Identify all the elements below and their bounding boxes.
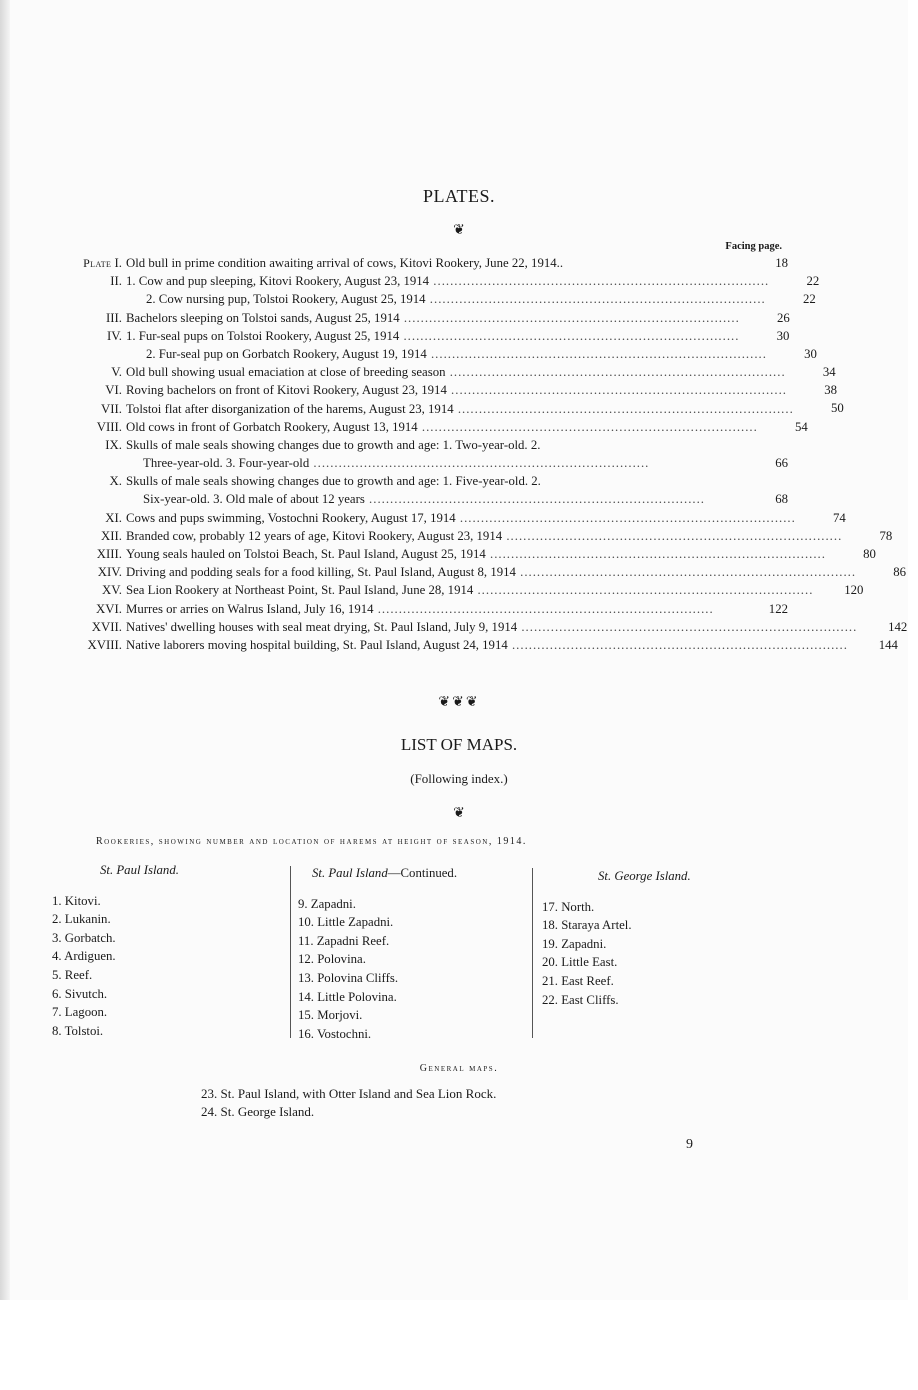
plate-caption-text: Young seals hauled on Tolstoi Beach, St. Paul Island, August 25, 1914	[126, 547, 486, 562]
plate-caption	[126, 400, 794, 418]
rookery-item: 4. Ardiguen.	[52, 949, 116, 964]
plate-row	[58, 272, 820, 290]
column-heading-text: St. Paul Island	[312, 866, 388, 880]
facing-page-label: Facing page.	[725, 241, 782, 252]
column-items	[542, 898, 691, 1010]
plate-row	[58, 290, 816, 308]
plate-number	[58, 545, 126, 563]
column-divider	[532, 868, 533, 1038]
general-maps-heading: General maps.	[419, 1063, 499, 1074]
general-map-23: 23. St. Paul Island, with Otter Island and Sea Lion Rock.	[201, 1086, 497, 1101]
dot-leader: ................................................................................	[517, 619, 858, 634]
column-heading-suffix: —Continued.	[387, 866, 458, 880]
plate-number	[58, 309, 126, 327]
plate-page: 144	[878, 637, 898, 652]
rookery-item: 7. Lagoon.	[52, 1005, 108, 1020]
plate-page: 26	[776, 310, 790, 325]
rookery-item: 10. Little Zapadni.	[298, 915, 394, 930]
dot-leader: ................................................................................	[455, 510, 796, 525]
dot-leader: ................................................................................	[425, 292, 766, 307]
plate-number	[58, 418, 126, 436]
plate-page: 74	[833, 510, 846, 525]
plate-row	[58, 363, 836, 381]
plate-caption-text: Roving bachelors on front of Kitovi Rookery, August 23, 1914	[126, 383, 447, 398]
plate-numeral: I.	[114, 256, 122, 270]
plate-caption	[126, 600, 738, 618]
plate-caption	[126, 381, 787, 399]
plate-caption-text: Tolstoi flat after disorganization of the harems, August 23, 1914	[126, 401, 454, 416]
dot-leader: ................................................................................	[507, 637, 848, 652]
plate-caption	[126, 545, 826, 563]
rookery-item: 1. Kitovi.	[52, 893, 101, 908]
plate-caption	[126, 563, 856, 581]
plate-caption-text: Branded cow, probably 12 years of age, Kitovi Rookery, August 23, 1914	[126, 528, 503, 543]
dot-leader: ................................................................................	[446, 383, 787, 398]
plate-caption-text: Old bull showing usual emaciation at close of breeding season	[126, 365, 446, 380]
column-divider	[290, 866, 291, 1038]
plate-number	[58, 327, 126, 345]
rookery-item: 5. Reef.	[52, 967, 93, 982]
rookery-item: 9. Zapadni.	[298, 896, 356, 911]
plate-row	[58, 327, 788, 345]
plate-row	[58, 509, 846, 527]
plate-page: 78	[879, 528, 893, 543]
plate-caption	[126, 436, 738, 472]
plate-row	[58, 545, 876, 563]
plate-caption	[126, 581, 813, 599]
plate-page: 18	[775, 255, 788, 270]
dot-leader: ................................................................................	[445, 365, 786, 380]
dot-leader: ................................................................................	[417, 419, 758, 434]
page-number: 9	[686, 1137, 693, 1152]
rookery-item: 18. Staraya Artel.	[542, 918, 632, 933]
plate-row	[58, 581, 864, 599]
plate-row	[58, 400, 844, 418]
plate-caption	[126, 418, 758, 436]
plate-caption	[126, 327, 739, 345]
rookery-item: 8. Tolstoi.	[52, 1023, 104, 1038]
plate-caption	[126, 309, 740, 327]
plate-caption-text: Murres or arries on Walrus Island, July 16, 1914	[126, 601, 374, 616]
plate-page: 30	[804, 346, 817, 361]
plates-list	[58, 254, 908, 654]
column-st-george	[542, 867, 691, 1009]
rookery-item: 14. Little Polovina.	[298, 989, 397, 1004]
dot-leader: ................................................................................	[429, 274, 770, 289]
plate-caption	[126, 509, 796, 527]
dot-leader: ................................................................................	[473, 583, 814, 598]
plate-row	[58, 618, 908, 636]
plate-caption-text: Cows and pups swimming, Vostochni Rookery, August 17, 1914	[126, 510, 456, 525]
plate-page: 68	[775, 492, 788, 507]
plate-caption-text: Skulls of male seals showing changes due to growth and age: 1. Five-year-old. 2.	[126, 474, 541, 489]
plate-page: 86	[893, 565, 907, 580]
plate-row	[58, 472, 788, 508]
plate-row	[58, 309, 788, 327]
plate-row	[58, 600, 788, 618]
rookery-item: 19. Zapadni.	[542, 936, 607, 951]
plate-caption-text: 1. Cow and pup sleeping, Kitovi Rookery, August 23, 1914	[126, 274, 430, 289]
rookery-item: 20. Little East.	[542, 955, 618, 970]
column-st-paul	[52, 861, 179, 1040]
plate-page: 22	[802, 292, 816, 307]
maps-ornament: ❦	[453, 806, 465, 821]
rookery-item: 21. East Reef.	[542, 973, 614, 988]
plate-number	[58, 509, 126, 527]
column-heading	[298, 864, 457, 883]
plate-page: 50	[830, 401, 844, 416]
plate-page: 122	[768, 601, 788, 616]
plate-caption-continued	[126, 490, 738, 508]
plate-caption-text: Old bull in prime condition awaiting arrival of cows, Kitovi Rookery, June 22, 1914..	[126, 256, 564, 270]
dot-leader: ................................................................................	[426, 346, 767, 361]
plate-numeral: VII.	[101, 401, 122, 416]
plate-caption-text-2: Six-year-old. 3. Old male of about 12 years	[143, 492, 365, 507]
dot-leader: ................................................................................	[373, 601, 714, 616]
plate-number	[58, 600, 126, 618]
plate-caption	[126, 472, 738, 508]
plate-caption	[126, 527, 842, 545]
plate-numeral: XVII.	[91, 619, 122, 634]
rookery-item: 12. Polovina.	[298, 952, 366, 967]
rookery-item: 11. Zapadni Reef.	[298, 933, 390, 948]
plate-numeral: VI.	[105, 383, 122, 398]
plate-row	[58, 418, 808, 436]
plate-caption	[126, 636, 848, 654]
column-items	[52, 892, 179, 1041]
plate-caption-text: Natives' dwelling houses with seal meat drying, St. Paul Island, July 9, 1914	[126, 619, 518, 634]
plate-numeral: V.	[111, 365, 122, 380]
dot-leader: ................................................................................	[364, 492, 705, 507]
plate-number	[58, 436, 126, 454]
rookery-item: 2. Lukanin.	[52, 912, 111, 927]
rookery-item: 13. Polovina Cliffs.	[298, 970, 399, 985]
plate-numeral: XIII.	[96, 547, 122, 562]
plate-row	[58, 345, 817, 363]
plate-numeral: X.	[109, 474, 122, 489]
plate-caption-text: Sea Lion Rookery at Northeast Point, St. Paul Island, June 28, 1914	[126, 583, 474, 598]
plate-number	[58, 254, 126, 272]
maps-subtitle: (Following index.)	[410, 771, 508, 786]
plate-number	[58, 527, 126, 545]
plate-row	[58, 436, 788, 472]
dot-leader: ................................................................................	[399, 328, 740, 343]
plate-row	[58, 254, 788, 272]
plate-caption-text: 2. Fur-seal pup on Gorbatch Rookery, August 19, 1914	[146, 346, 427, 361]
plate-numeral: XII.	[101, 528, 122, 543]
plate-numeral: XV.	[101, 583, 122, 598]
plate-numeral: III.	[106, 310, 122, 325]
plate-page: 142	[888, 619, 908, 634]
plate-caption	[126, 290, 766, 308]
plate-caption-text: Native laborers moving hospital building, St. Paul Island, August 24, 1914	[126, 637, 508, 652]
plate-caption-text: Bachelors sleeping on Tolstoi sands, August 25, 1914	[126, 310, 400, 325]
plate-page: 38	[824, 383, 837, 398]
general-map-24: 24. St. George Island.	[201, 1104, 315, 1119]
plate-row	[58, 636, 898, 654]
plate-label: Plate	[83, 256, 112, 270]
plate-number	[58, 272, 126, 290]
plates-title: PLATES.	[422, 186, 495, 206]
dot-leader: ................................................................................	[453, 401, 794, 416]
plate-numeral: XVIII.	[87, 637, 122, 652]
plate-number	[58, 400, 126, 418]
plate-number	[58, 363, 126, 381]
rookery-item: 17. North.	[542, 899, 595, 914]
plate-numeral: VIII.	[96, 419, 122, 434]
rookery-item: 22. East Cliffs.	[542, 992, 619, 1007]
plate-page: 54	[795, 419, 808, 434]
plate-page: 34	[822, 365, 836, 380]
rookery-item: 3. Gorbatch.	[52, 930, 116, 945]
plate-caption	[126, 254, 738, 272]
plate-page: 80	[863, 547, 876, 562]
plate-number	[58, 472, 126, 490]
column-heading: St. George Island.	[598, 869, 691, 883]
plate-caption-text-2: Three-year-old. 3. Four-year-old	[143, 456, 310, 471]
dot-leader: ................................................................................	[399, 310, 740, 325]
column-heading: St. Paul Island.	[100, 863, 179, 877]
plates-ornament: ❦	[453, 223, 465, 238]
column-items	[298, 895, 457, 1044]
rookery-item: 15. Morjovi.	[298, 1008, 363, 1023]
plate-caption	[126, 363, 786, 381]
rookery-item: 6. Sivutch.	[52, 986, 108, 1001]
plate-numeral: IX.	[105, 437, 122, 452]
plate-row	[58, 563, 907, 581]
plate-numeral: XVI.	[96, 601, 122, 616]
plate-caption	[126, 272, 769, 290]
rookery-item: 16. Vostochni.	[298, 1026, 372, 1041]
plate-number	[58, 636, 126, 654]
plate-number	[58, 381, 126, 399]
plate-number	[58, 581, 126, 599]
plate-caption-text: Driving and podding seals for a food killing, St. Paul Island, August 8, 1914	[126, 565, 516, 580]
plate-caption-text: Old cows in front of Gorbatch Rookery, August 13, 1914	[126, 419, 418, 434]
dot-leader: ................................................................................	[515, 565, 857, 580]
dot-leader: ................................................................................	[502, 528, 843, 543]
plate-caption-continued	[126, 454, 738, 472]
section-divider-ornament: ❦❦❦	[438, 695, 480, 710]
plate-caption-text: 2. Cow nursing pup, Tolstoi Rookery, August 25, 1914	[146, 292, 426, 307]
plate-caption	[126, 345, 767, 363]
plate-number	[58, 618, 126, 636]
plate-numeral: IV.	[106, 328, 122, 343]
rookeries-heading: Rookeries, showing number and location of harems at height of season, 1914.	[96, 836, 527, 847]
plate-caption	[126, 618, 857, 636]
plate-page: 30	[776, 328, 790, 343]
plate-page: 22	[806, 274, 820, 289]
plate-page: 66	[775, 456, 788, 471]
plate-row	[58, 527, 893, 545]
plate-number	[58, 563, 126, 581]
plate-numeral: XI.	[105, 510, 122, 525]
plate-page: 120	[844, 583, 864, 598]
plate-numeral: II.	[110, 274, 122, 289]
plate-caption-text: Skulls of male seals showing changes due to growth and age: 1. Two-year-old. 2.	[126, 437, 541, 452]
dot-leader: ................................................................................	[309, 456, 650, 471]
maps-title: LIST OF MAPS.	[400, 735, 518, 754]
plate-numeral: XIV.	[97, 565, 122, 580]
dot-leader: ................................................................................	[485, 547, 826, 562]
plate-caption-text: 1. Fur-seal pups on Tolstoi Rookery, August 25, 1914	[126, 328, 400, 343]
column-st-paul-continued	[298, 864, 457, 1043]
plate-row	[58, 381, 837, 399]
